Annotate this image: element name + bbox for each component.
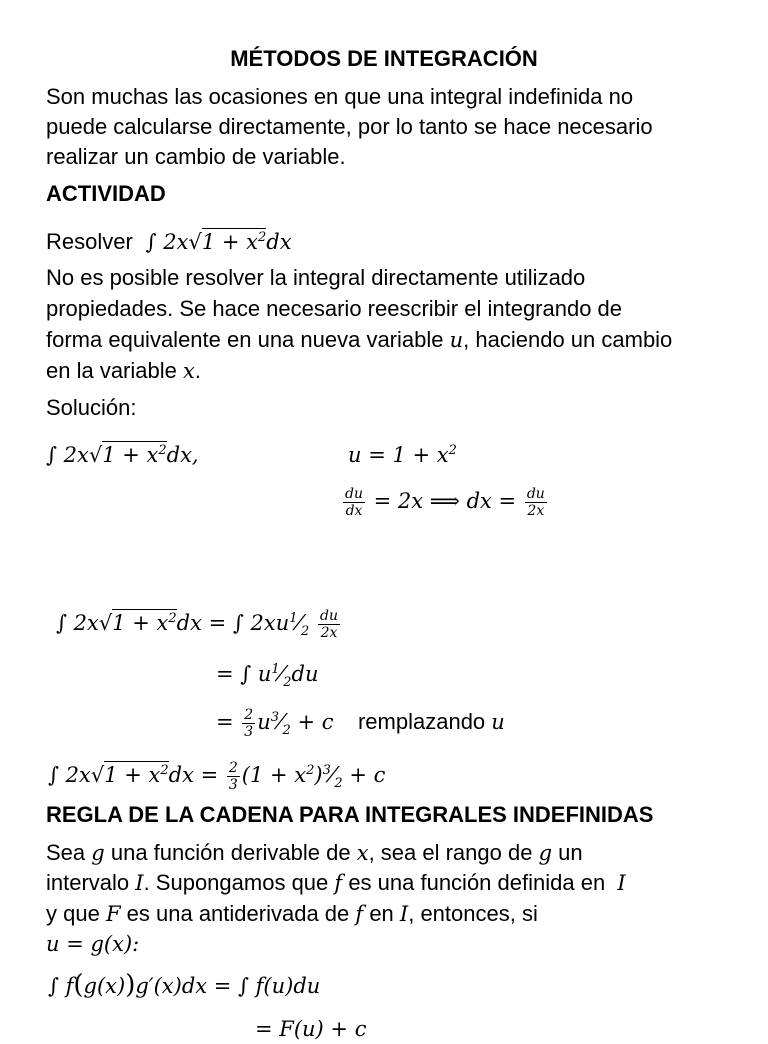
chain-line-2 (46, 868, 626, 898)
intro-line-1: Son muchas las ocasiones en que una integral indefinida no (46, 84, 634, 109)
chain-rule-heading: REGLA DE LA CADENA PARA INTEGRALES INDEFINIDAS (46, 802, 654, 827)
activity-heading: ACTIVIDAD (46, 181, 166, 206)
chain-text: es una función definida en (348, 870, 606, 895)
solution-integral: ∫ $2x√1 + x^2dx$, (46, 443, 199, 467)
resolver-label: Resolver (46, 229, 133, 254)
var-g: g (91, 841, 105, 865)
chain-line-4: u = g(x): (46, 932, 140, 956)
resolver-line (46, 223, 292, 257)
var-f: f (355, 902, 364, 926)
chain-text: . Supongamos que (143, 870, 329, 895)
chain-text: , entonces, si (408, 901, 538, 926)
chain-line-3 (46, 899, 538, 929)
integral-expression: ∫ $2x√1 + x^2dx$ (138, 230, 292, 254)
explain-line-4 (46, 356, 201, 386)
var-u: u (449, 328, 464, 352)
var-I: I (617, 871, 626, 895)
explain-text: en la variable (46, 358, 177, 383)
intro-line-3: realizar un cambio de variable. (46, 144, 346, 169)
chain-text: , sea el rango de (368, 840, 533, 865)
cut-off-line: = F(u) + c (255, 1017, 367, 1041)
var-I: I (135, 871, 144, 895)
var-I: I (399, 902, 409, 926)
step-3: = $\frac{2}{3}$ $u^3⁄_2 + c$ remplazando u (216, 707, 505, 740)
final-result: ∫ $2x√1 + x^2dx$ = $\frac{2}{3}$ $(1 + x^2)^3⁄_2 + c$ (48, 760, 386, 793)
chain-text: es una antiderivada de (126, 901, 350, 926)
chain-text: Sea (46, 840, 86, 865)
explain-text: forma equivalente en una nueva variable (46, 327, 444, 352)
chain-line-1 (46, 838, 583, 868)
chain-text: intervalo (46, 870, 130, 895)
solution-label: Solución: (46, 395, 137, 420)
explain-text: , haciendo un cambio (463, 327, 673, 352)
var-x: x (183, 359, 195, 383)
var-g: g (538, 841, 553, 865)
var-f: f (334, 871, 343, 895)
var-u: u (491, 710, 505, 734)
chain-text: un (558, 840, 583, 865)
var-x: x (356, 841, 369, 865)
substitution-u: $u = 1 + x^2$ (348, 443, 457, 467)
explain-line-3 (46, 325, 672, 355)
chain-text: en (369, 901, 394, 926)
remplazando-label: remplazando (357, 709, 486, 734)
explain-line-1: No es posible resolver la integral directamente utilizado (46, 265, 586, 290)
explain-text: . (194, 358, 201, 383)
chain-text: y que (46, 901, 100, 926)
chain-rule-formula: ∫ f(g(x))g′(x)dx = ∫ f(u)du (48, 970, 321, 1000)
var-F: F (105, 902, 121, 926)
explain-line-2: propiedades. Se hace necesario reescribir el integrando de (46, 296, 623, 321)
step-1: ∫ $2x√1 + x^2dx$ = ∫ $2xu^1⁄_2$ $\frac{du}{2x}$ (56, 608, 338, 641)
step-2: = ∫ $u^1⁄_2du$ (216, 662, 319, 691)
chain-text: una función derivable de (110, 840, 351, 865)
page-title: MÉTODOS DE INTEGRACIÓN (230, 46, 538, 71)
derivative-equation: $\frac{du}{dx}$ = 2x ⟹ dx = $\frac{du}{2x}$ (345, 486, 545, 519)
intro-line-2: puede calcularse directamente, por lo tanto se hace necesario (46, 114, 653, 139)
